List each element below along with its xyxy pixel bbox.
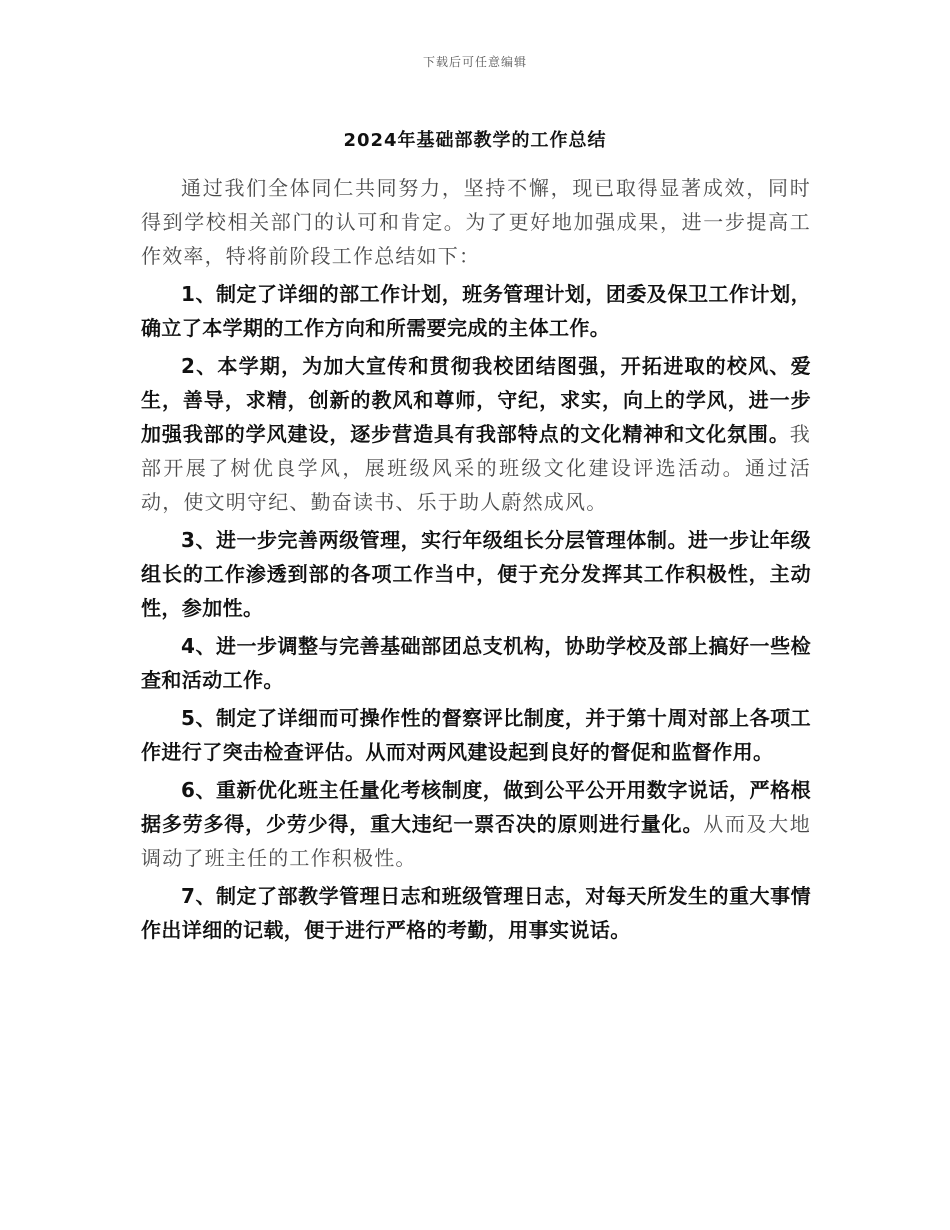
item-paragraph-4 xyxy=(141,629,811,697)
item-6-continuation: 从而及大地调动了班主任的工作积极性。 xyxy=(141,812,811,870)
item-paragraph-3 xyxy=(141,523,811,625)
item-1-text: 1、制定了详细的部工作计划，班务管理计划，团委及保卫工作计划，确立了本学期的工作方向和所需要完成的主体工作。 xyxy=(141,282,811,340)
item-6-text: 6、重新优化班主任量化考核制度，做到公平公开用数字说话，严格根据多劳多得，少劳少得，重大违纪一票否决的原则进行量化。 xyxy=(141,778,811,836)
item-paragraph-5 xyxy=(141,701,811,769)
document-body xyxy=(141,171,811,951)
header-note: 下载后可任意编辑 xyxy=(422,55,527,69)
item-4-text: 4、进一步调整与完善基础部团总支机构，协助学校及部上搞好一些检查和活动工作。 xyxy=(141,634,811,692)
item-2-continuation: 我部开展了树优良学风，展班级风采的班级文化建设评选活动。通过活动，使文明守纪、勤奋读书、乐于助人蔚然成风。 xyxy=(141,422,811,514)
item-paragraph-7 xyxy=(141,879,811,947)
item-paragraph-6 xyxy=(141,773,811,875)
item-3-text: 3、进一步完善两级管理，实行年级组长分层管理体制。进一步让年级组长的工作渗透到部的各项工作当中，便于充分发挥其工作积极性，主动性，参加性。 xyxy=(141,528,811,620)
document-title: 2024年基础部教学的工作总结 xyxy=(343,130,607,151)
item-7-text: 7、制定了部教学管理日志和班级管理日志，对每天所发生的重大事情作出详细的记载，便于进行严格的考勤，用事实说话。 xyxy=(141,884,811,942)
item-2-text: 2、本学期，为加大宣传和贯彻我校团结图强，开拓进取的校风、爱生，善导，求精，创新的教风和尊师，守纪，求实，向上的学风，进一步加强我部的学风建设，逐步营造具有我部特点的文化精神和文化氛围。 xyxy=(141,354,811,446)
item-paragraph-2 xyxy=(141,349,811,519)
item-5-text: 5、制定了详细而可操作性的督察评比制度，并于第十周对部上各项工作进行了突击检查评估。从而对两风建设起到良好的督促和监督作用。 xyxy=(141,706,811,764)
item-paragraph-1 xyxy=(141,277,811,345)
intro-paragraph: 通过我们全体同仁共同努力，坚持不懈，现已取得显著成效，同时得到学校相关部门的认可和肯定。为了更好地加强成果，进一步提高工作效率，特将前阶段工作总结如下： xyxy=(141,176,811,268)
